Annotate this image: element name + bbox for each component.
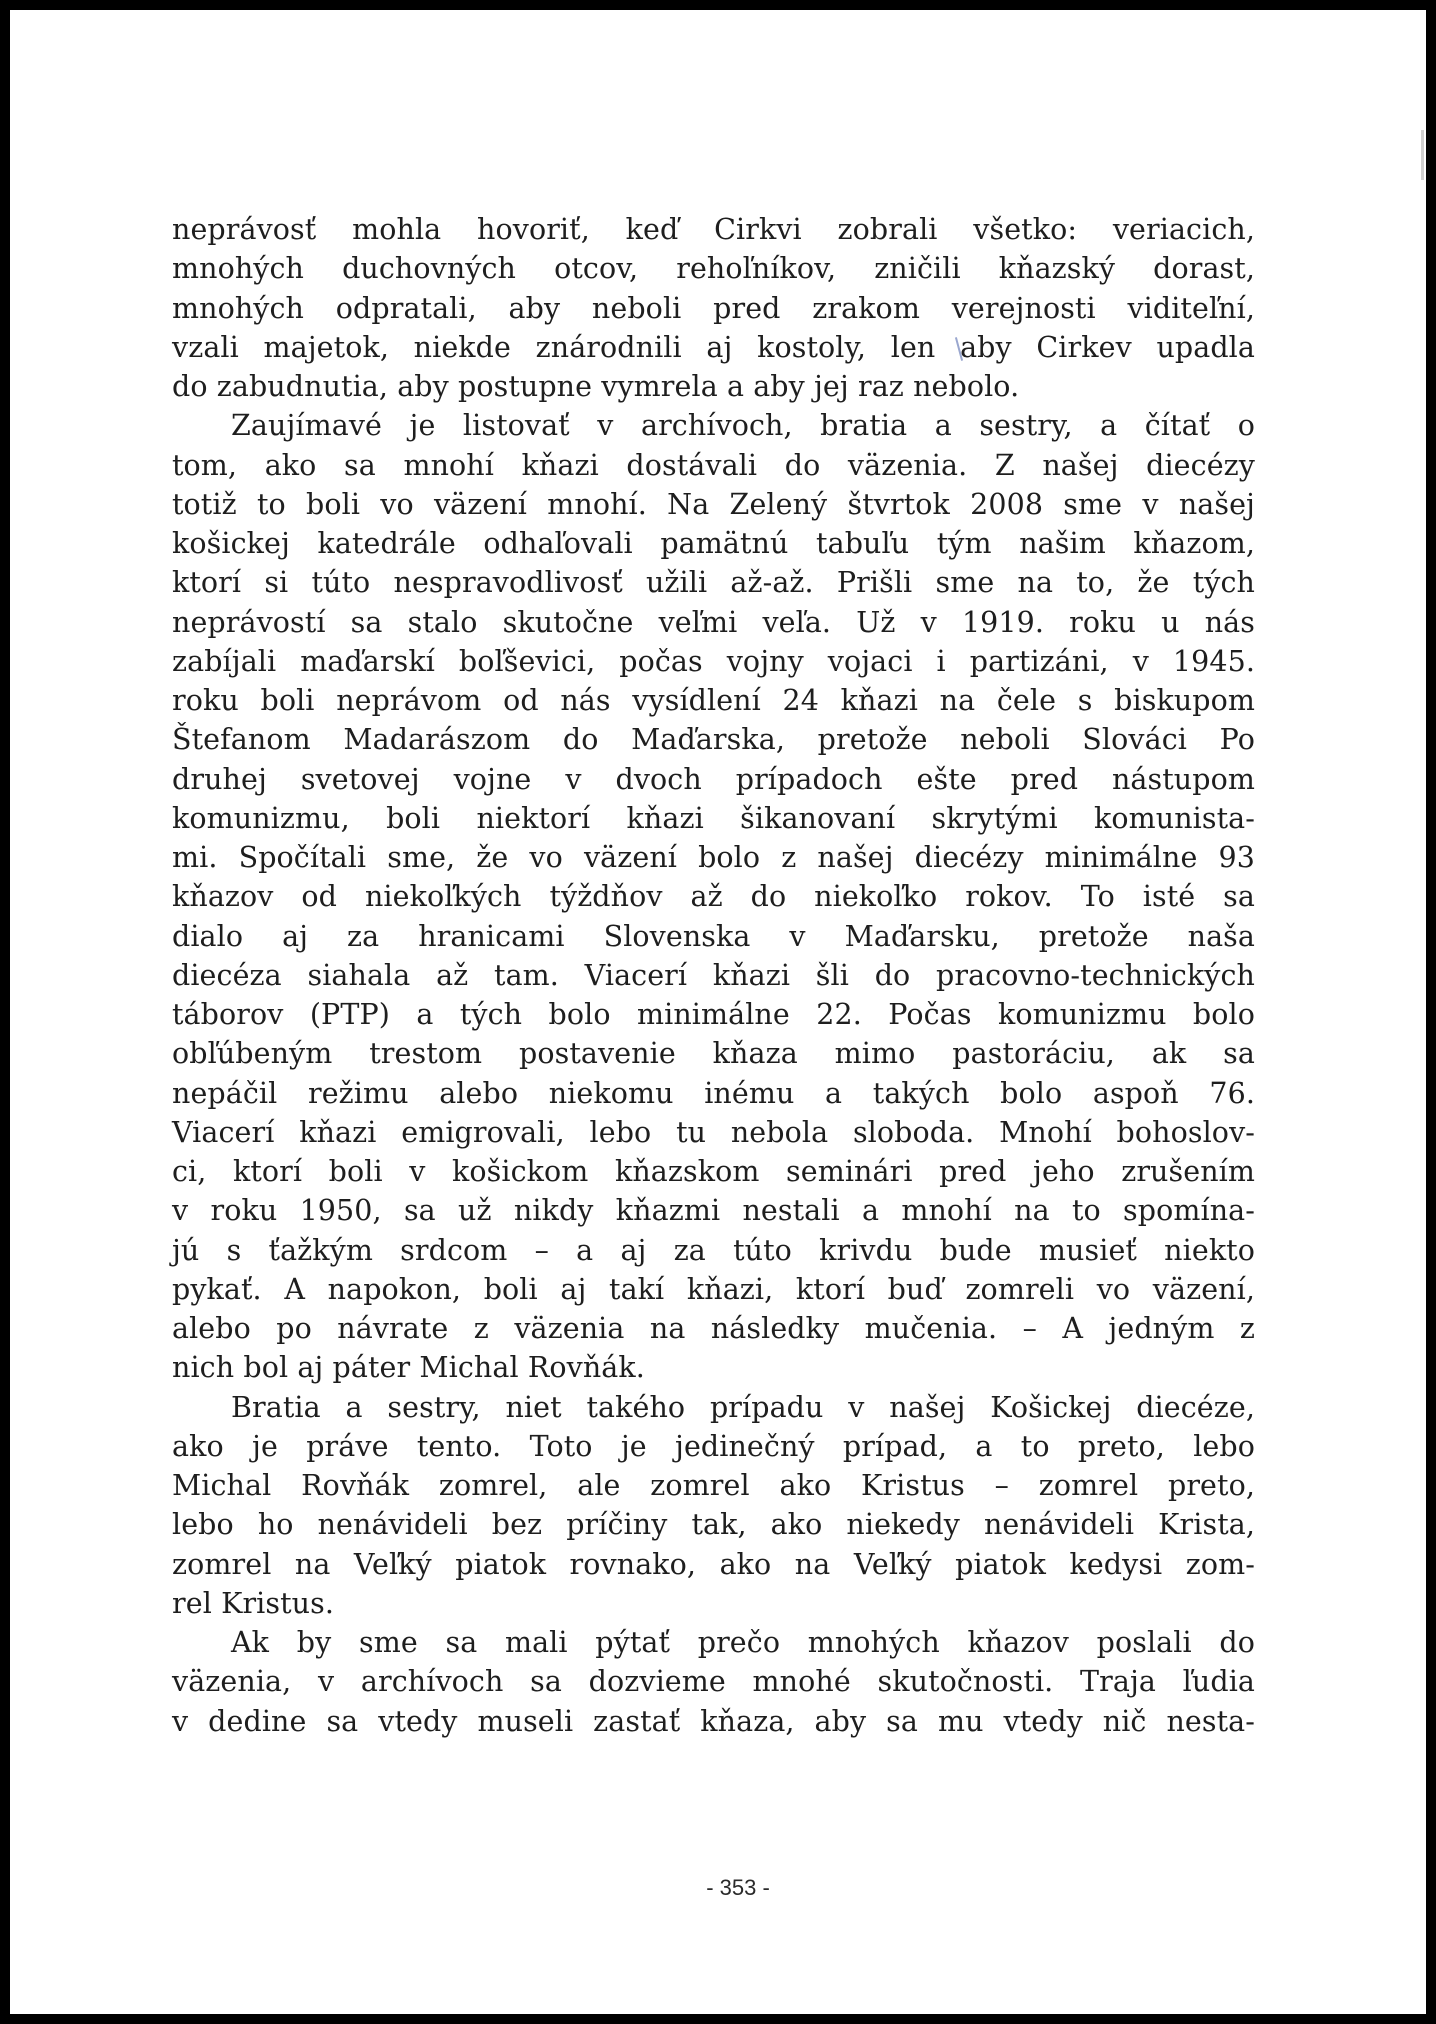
text-line: nich bol aj páter Michal Rovňák. <box>172 1351 645 1385</box>
text-line: Štefanom Madarászom do Maďarska, pretože neboli Slováci Po <box>172 723 1255 757</box>
text-line: roku boli neprávom od nás vysídlení 24 kňazi na čele s biskupom <box>172 684 1255 717</box>
text-line: rel Kristus. <box>172 1586 335 1620</box>
text-line: ci, ktorí boli v košickom kňazskom seminári pred jeho zrušením <box>172 1155 1255 1188</box>
text-line: nepáčil režimu alebo niekomu inému a takých bolo aspoň 76. <box>172 1076 1255 1110</box>
text-line: Zaujímavé je listovať v archívoch, bratia a sestry, a čítať o <box>231 409 1255 443</box>
text-line: dialo aj za hranicami Slovenska v Maďarsku, pretože naša <box>172 919 1255 953</box>
scan-edge-mark <box>1421 130 1424 180</box>
text-line: ktorí si túto nespravodlivosť užili až-až. Prišli sme na to, že tých <box>172 566 1255 600</box>
book-page <box>10 10 1426 2014</box>
text-line: neprávosť mohla hovoriť, keď Cirkvi zobrali všetko: veriacich, <box>172 213 1255 246</box>
text-line: diecéza siahala až tam. Viacerí kňazi šli do pracovno-technických <box>172 958 1255 992</box>
text-line: v dedine sa vtedy museli zastať kňaza, aby sa mu vtedy nič nesta- <box>172 1704 1255 1738</box>
text-line: Michal Rovňák zomrel, ale zomrel ako Kristus – zomrel preto, <box>172 1469 1255 1502</box>
text-line: druhej svetovej vojne v dvoch prípadoch ešte pred nástupom <box>172 762 1255 796</box>
text-line: Bratia a sestry, niet takého prípadu v našej Košickej diecéze, <box>231 1390 1255 1424</box>
text-line: neprávostí sa stalo skutočne veľmi veľa. Už v 1919. roku u nás <box>172 605 1255 639</box>
text-line: mnohých odpratali, aby neboli pred zrakom verejnosti viditeľní, <box>172 291 1255 325</box>
text-line: vzali majetok, niekde znárodnili aj kostoly, len aby Cirkev upadla <box>172 330 1255 364</box>
text-line: tom, ako sa mnohí kňazi dostávali do väzenia. Z našej diecézy <box>172 448 1255 482</box>
text-line: kňazov od niekoľkých týždňov až do niekoľko rokov. To isté sa <box>172 880 1255 914</box>
body-text <box>172 210 1255 1741</box>
text-line: alebo po návrate z väzenia na následky mučenia. – A jedným z <box>172 1312 1255 1345</box>
text-line: táborov (PTP) a tých bolo minimálne 22. Počas komunizmu bolo <box>172 998 1255 1031</box>
text-line: komunizmu, boli niektorí kňazi šikanovaní skrytými komunista- <box>172 801 1255 835</box>
text-line: jú s ťažkým srdcom – a aj za túto krivdu bude musieť niekto <box>172 1233 1255 1267</box>
text-line: mnohých duchovných otcov, rehoľníkov, zničili kňazský dorast, <box>172 252 1255 286</box>
text-line: Ak by sme sa mali pýtať prečo mnohých kňazov poslali do <box>231 1626 1255 1659</box>
text-line: mi. Spočítali sme, že vo väzení bolo z našej diecézy minimálne 93 <box>172 841 1255 874</box>
text-line: pykať. A napokon, boli aj takí kňazi, ktorí buď zomreli vo väzení, <box>172 1272 1255 1306</box>
text-line: košickej katedrále odhaľovali pamätnú tabuľu tým našim kňazom, <box>172 527 1255 560</box>
text-line: väzenia, v archívoch sa dozvieme mnohé skutočnosti. Traja ľudia <box>172 1665 1255 1699</box>
text-line: obľúbeným trestom postavenie kňaza mimo pastoráciu, ak sa <box>172 1037 1255 1071</box>
text-line: totiž to boli vo väzení mnohí. Na Zelený štvrtok 2008 sme v našej <box>172 487 1255 521</box>
text-line: ako je práve tento. Toto je jedinečný prípad, a to preto, lebo <box>172 1429 1255 1463</box>
text-line: do zabudnutia, aby postupne vymrela a aby jej raz nebolo. <box>172 370 1020 403</box>
page-number: - 353 - <box>706 1875 770 1900</box>
text-line: zabíjali maďarskí boľševici, počas vojny vojaci i partizáni, v 1945. <box>172 644 1255 678</box>
text-line: zomrel na Veľký piatok rovnako, ako na Veľký piatok kedysi zom- <box>172 1547 1255 1581</box>
text-line: lebo ho nenávideli bez príčiny tak, ako niekedy nenávideli Krista, <box>172 1508 1255 1542</box>
text-line: v roku 1950, sa už nikdy kňazmi nestali a mnohí na to spomína- <box>172 1194 1255 1228</box>
text-line: Viacerí kňazi emigrovali, lebo tu nebola sloboda. Mnohí bohoslov- <box>172 1115 1255 1149</box>
